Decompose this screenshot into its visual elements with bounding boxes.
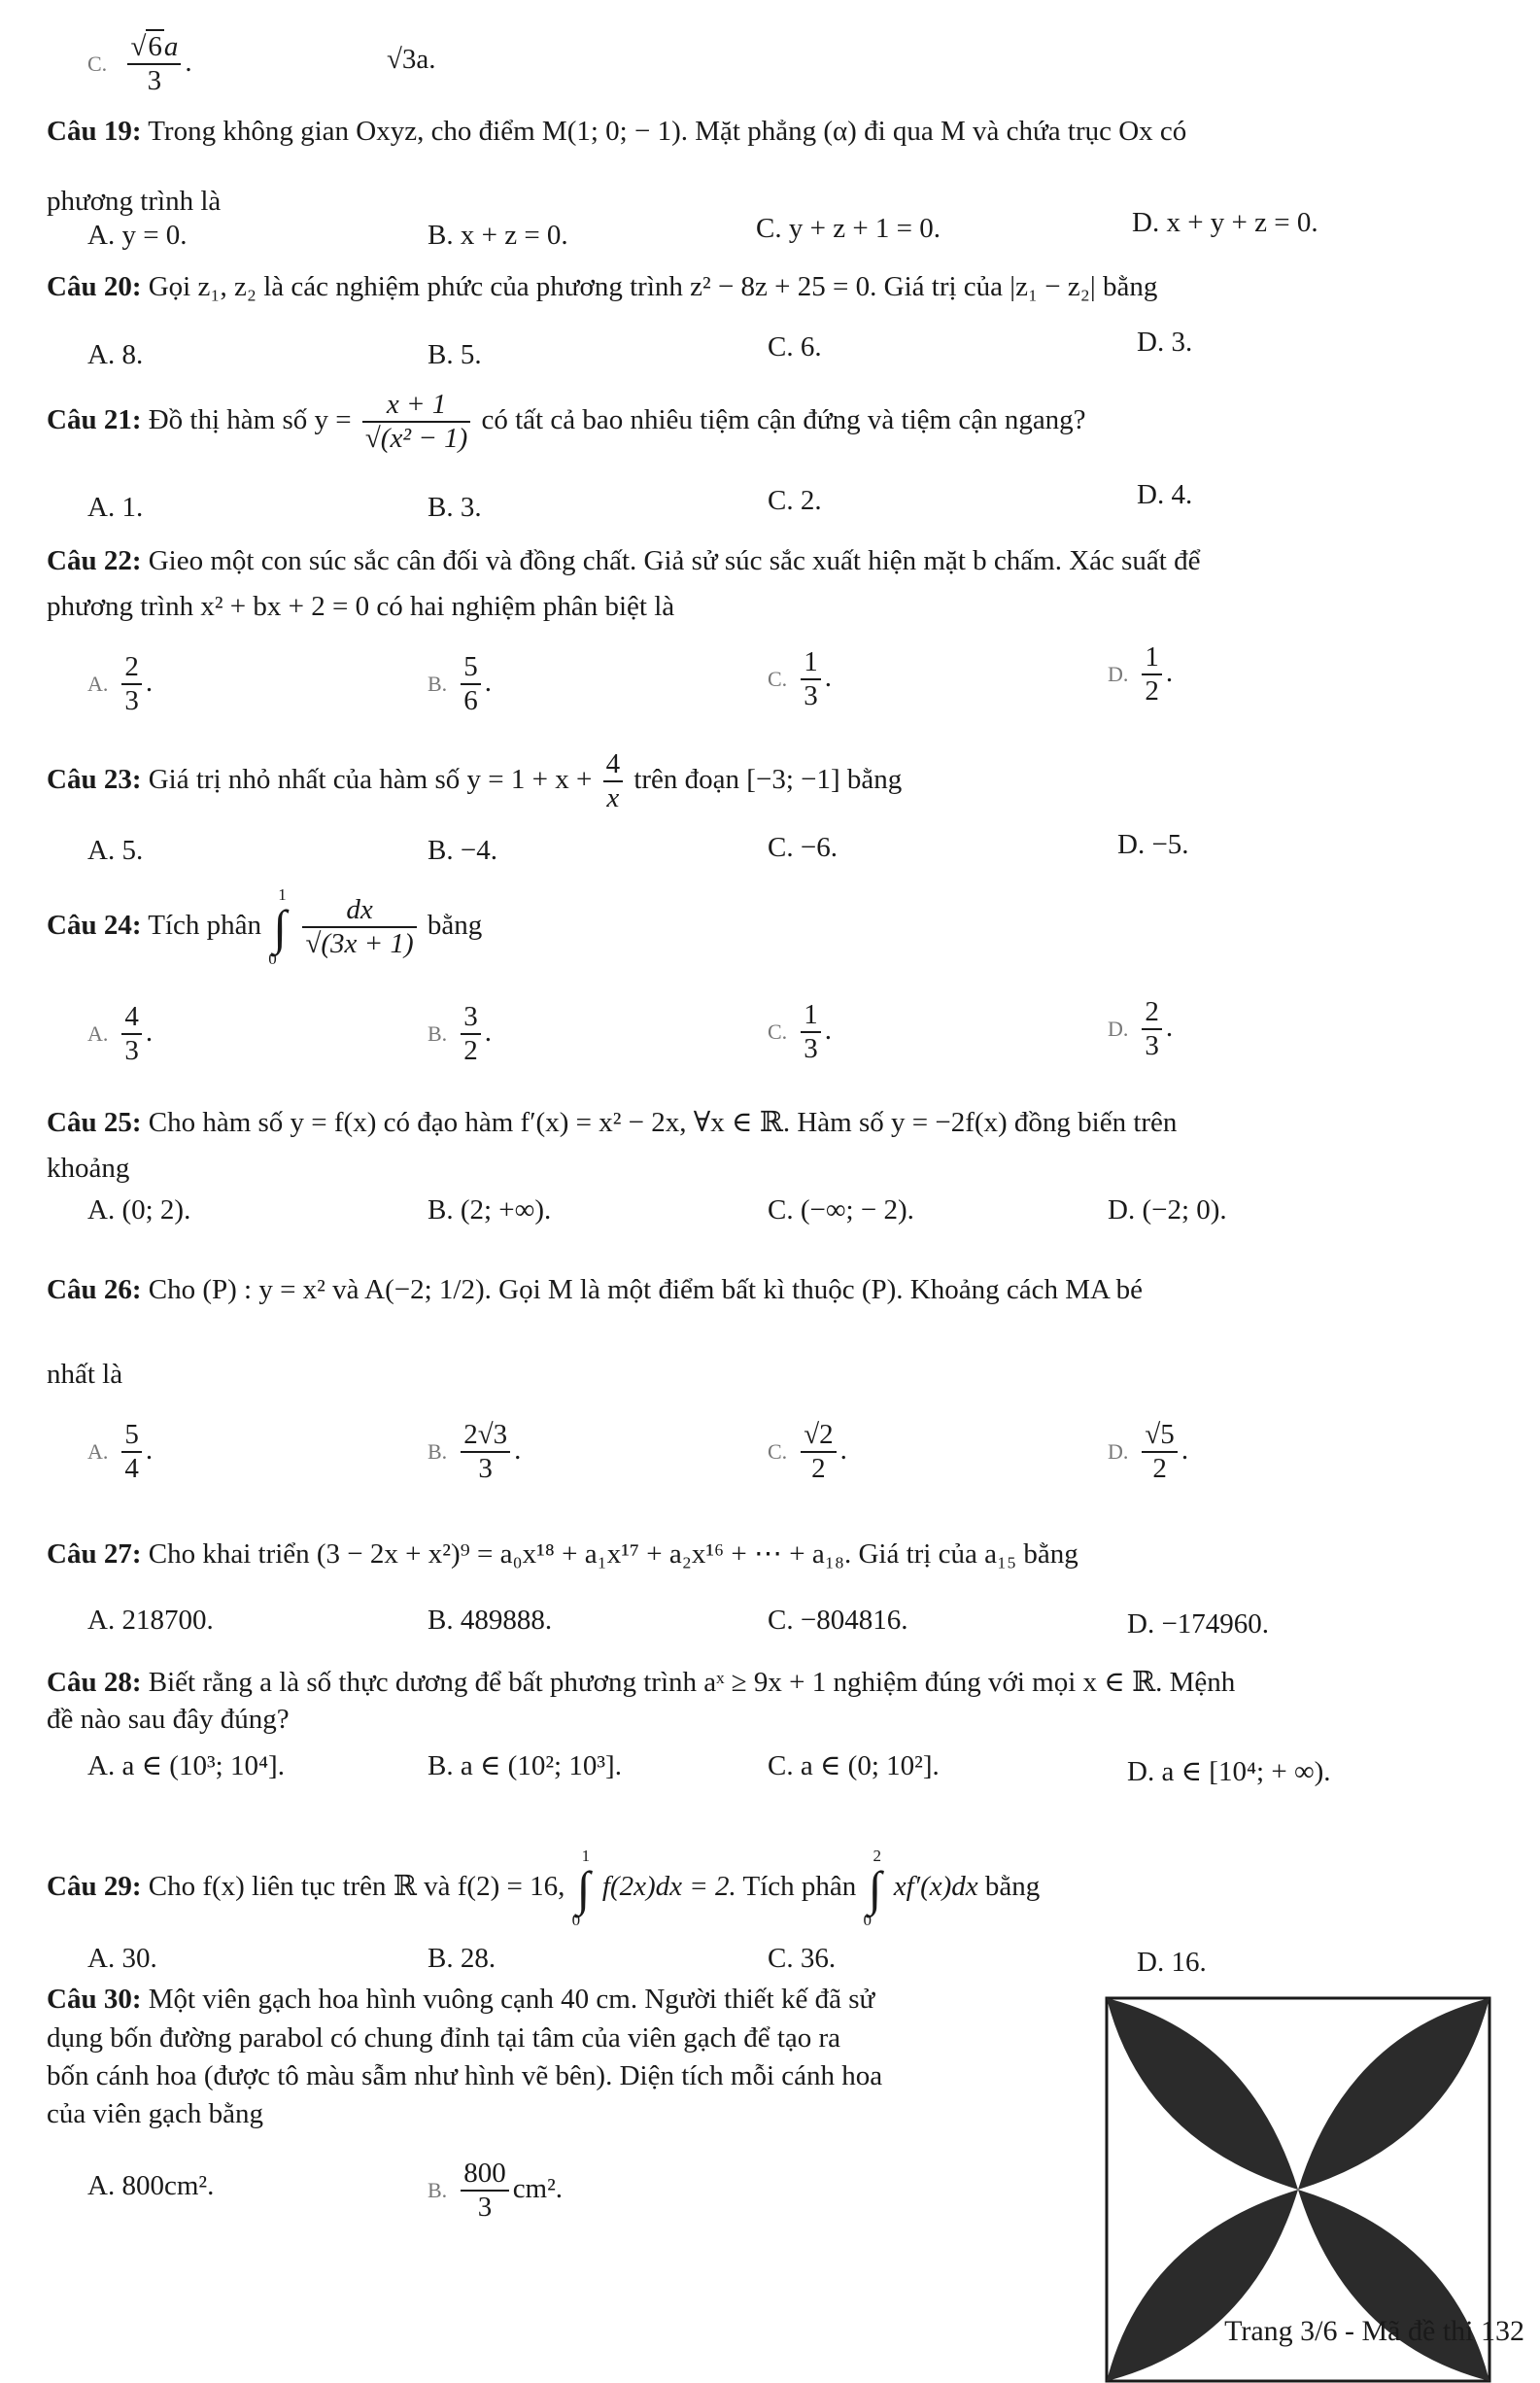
q23-num: 4: [603, 748, 624, 782]
q23-pre: Giá trị nhỏ nhất của hàm số y = 1 + x +: [148, 764, 593, 795]
q22-text1: Gieo một con súc sắc cân đối và đồng chất. Giả sử súc sắc xuất hiện mặt b chấm. Xác suất để: [148, 545, 1201, 576]
q24-line: [47, 884, 483, 969]
q24-option-a: A. $\frac{4}{3}$ .: [87, 1001, 154, 1067]
q29-int1-upper: 1: [581, 1847, 591, 1865]
q19-line1: [47, 115, 1186, 149]
q28-label: Câu 28:: [47, 1667, 142, 1698]
q21-num: x + 1: [362, 389, 470, 423]
q28-text1: Biết rằng a là số thực dương để bất phương trình aˣ ≥ 9x + 1 nghiệm đúng với mọi x ∈ ℝ. Mệnh: [148, 1667, 1236, 1698]
q30-text1: Một viên gạch hoa hình vuông cạnh 40 cm. Người thiết kế đã sử: [148, 1984, 875, 2015]
q21-fraction: [362, 389, 470, 456]
q29-text1: Cho f(x) liên tục trên ℝ và f(2) = 16,: [148, 1871, 565, 1903]
q21-option-c: C. 2.: [768, 485, 822, 516]
q20-line: [47, 270, 1157, 304]
q23-option-d: D. −5.: [1117, 829, 1189, 860]
q26-option-d: D. $\frac{√5}{2}$ .: [1108, 1419, 1189, 1485]
petal-top-left: [1107, 1998, 1298, 2190]
q25-option-b: B. (2; +∞).: [428, 1194, 552, 1226]
integral-symbol-2: 2 ∫ 0: [863, 1847, 882, 1930]
q29-option-b: B. 28.: [428, 1943, 496, 1974]
q21-option-b: B. 3.: [428, 492, 482, 523]
q27-option-a: A. 218700.: [87, 1605, 214, 1636]
q22-option-c: C. $\frac{1}{3}$ .: [768, 646, 832, 712]
q24-upper: 1: [278, 884, 287, 904]
q20-option-a: A. 8.: [87, 339, 144, 370]
q24-fraction: [302, 894, 416, 961]
petal-bottom-left: [1107, 2190, 1298, 2381]
q29-int1: f(2x)dx = 2.: [601, 1871, 736, 1903]
prev-option-c: C. $\frac{√6a}{3}$ .: [87, 31, 192, 97]
q19-line2: phương trình là: [47, 186, 222, 217]
q29-int2-upper: 2: [873, 1847, 882, 1865]
q24-lower: 0: [268, 950, 277, 969]
q29-text2: Tích phân: [742, 1871, 857, 1903]
q19-option-c: C. y + z + 1 = 0.: [756, 213, 941, 244]
q23-line: [47, 748, 902, 815]
q24-den: √(3x + 1): [305, 928, 414, 960]
q29-option-a: A. 30.: [87, 1943, 157, 1974]
q21-post: có tất cả bao nhiêu tiệm cận đứng và tiệm cận ngang?: [481, 404, 1086, 435]
q24-num: dx: [302, 894, 416, 928]
q23-post: trên đoạn [−3; −1] bằng: [633, 764, 903, 795]
q25-option-a: A. (0; 2).: [87, 1194, 191, 1226]
q22-line1: [47, 544, 1200, 578]
q29-text3: bằng: [984, 1871, 1041, 1903]
q29-option-c: C. 36.: [768, 1943, 837, 1974]
q23-fraction: [603, 748, 624, 815]
q30-line2: dụng bốn đường parabol có chung đỉnh tại tâm của viên gạch để tạo ra: [47, 2022, 841, 2054]
q20-option-b: B. 5.: [428, 339, 482, 370]
q26-text1: Cho (P) : y = x² và A(−2; 1/2). Gọi M là một điểm bất kì thuộc (P). Khoảng cách MA bé: [148, 1274, 1143, 1305]
q26-option-b: B. $\frac{2√3}{3}$ .: [428, 1419, 522, 1485]
q24-option-b: B. $\frac{3}{2}$ .: [428, 1001, 492, 1067]
q20-text: Gọi z₁, z₂ là các nghiệm phức của phương trình z² − 8z + 25 = 0. Giá trị của |z₁ − z₂| bằng: [148, 271, 1158, 302]
q26-option-c: C. $\frac{√2}{2}$ .: [768, 1419, 847, 1485]
q27-option-c: C. −804816.: [768, 1605, 908, 1636]
integral-symbol: 1 ∫ 0: [268, 884, 288, 969]
q24-option-c: C. $\frac{1}{3}$ .: [768, 999, 832, 1065]
page-footer: Trang 3/6 - Mã đề thi 132: [1224, 2315, 1524, 2347]
q28-option-b: B. a ∈ (10²; 10³].: [428, 1750, 622, 1781]
q28-option-d: D. a ∈ [10⁴; + ∞).: [1127, 1756, 1331, 1787]
q25-text1: Cho hàm số y = f(x) có đạo hàm f′(x) = x² − 2x, ∀x ∈ ℝ. Hàm số y = −2f(x) đồng biến trên: [148, 1107, 1178, 1138]
q22-label: Câu 22:: [47, 545, 142, 576]
q24-post: bằng: [427, 910, 483, 941]
prev-option-d: √3a.: [387, 44, 436, 75]
q19-text1: Trong không gian Oxyz, cho điểm M(1; 0; − 1). Mặt phẳng (α) đi qua M và chứa trục Ox có: [148, 116, 1187, 147]
q26-label: Câu 26:: [47, 1274, 142, 1305]
q29-label: Câu 29:: [47, 1871, 142, 1903]
q21-option-d: D. 4.: [1137, 479, 1193, 510]
q30-label: Câu 30:: [47, 1984, 142, 2015]
q21-label: Câu 21:: [47, 404, 142, 435]
q22-option-b: B. $\frac{5}{6}$ .: [428, 651, 492, 717]
q23-option-b: B. −4.: [428, 835, 497, 866]
q30-line1: [47, 1983, 874, 2017]
q24-label: Câu 24:: [47, 910, 142, 941]
q21-option-a: A. 1.: [87, 492, 144, 523]
q25-label: Câu 25:: [47, 1107, 142, 1138]
q21-pre: Đồ thị hàm số y =: [148, 404, 352, 435]
q20-label: Câu 20:: [47, 271, 142, 302]
q23-option-a: A. 5.: [87, 835, 144, 866]
q21-line: [47, 389, 1086, 456]
integral-symbol-1: 1 ∫ 0: [571, 1847, 591, 1930]
q26-line2: nhất là: [47, 1359, 123, 1390]
q30-line3: bốn cánh hoa (được tô màu sẫm như hình vẽ bên). Diện tích mỗi cánh hoa: [47, 2060, 883, 2091]
q22-option-d: D. $\frac{1}{2}$ .: [1108, 641, 1174, 708]
q27-option-b: B. 489888.: [428, 1605, 553, 1636]
q25-option-d: D. (−2; 0).: [1108, 1194, 1227, 1226]
q23-option-c: C. −6.: [768, 832, 838, 863]
q29-option-d: D. 16.: [1137, 1947, 1207, 1978]
q25-line2: khoảng: [47, 1153, 130, 1184]
q29-int2: xf′(x)dx: [893, 1871, 978, 1903]
petal-bottom-right: [1298, 2190, 1489, 2381]
q20-option-d: D. 3.: [1137, 327, 1193, 358]
q27-text: Cho khai triển (3 − 2x + x²)⁹ = a₀x¹⁸ + a₁x¹⁷ + a₂x¹⁶ + ⋯ + a₁₈. Giá trị của a₁₅ bằng: [148, 1538, 1078, 1570]
q20-option-c: C. 6.: [768, 331, 822, 363]
q19-option-d: D. x + y + z = 0.: [1132, 207, 1318, 238]
q28-option-a: A. a ∈ (10³; 10⁴].: [87, 1750, 285, 1781]
q27-line: [47, 1537, 1078, 1571]
q26-option-a: A. $\frac{5}{4}$ .: [87, 1419, 154, 1485]
q25-line1: [47, 1106, 1177, 1140]
q29-line: [47, 1847, 1041, 1930]
q22-line2: phương trình x² + bx + 2 = 0 có hai nghiệm phân biệt là: [47, 591, 675, 622]
q29-int2-lower: 0: [863, 1911, 873, 1930]
q30-line4: của viên gạch bằng: [47, 2098, 264, 2129]
q26-line1: [47, 1273, 1143, 1307]
q23-den: x: [606, 782, 620, 814]
q28-line1: [47, 1666, 1235, 1700]
q29-int1-lower: 0: [571, 1911, 581, 1930]
q24-pre: Tích phân: [148, 910, 261, 941]
q22-option-a: A. $\frac{2}{3}$ .: [87, 651, 154, 717]
petal-top-right: [1298, 1998, 1489, 2190]
q28-line2: đề nào sau đây đúng?: [47, 1704, 290, 1735]
q30-option-a: A. 800cm².: [87, 2170, 215, 2201]
q23-label: Câu 23:: [47, 764, 142, 795]
q19-option-a: A. y = 0.: [87, 220, 188, 251]
q25-option-c: C. (−∞; − 2).: [768, 1194, 914, 1226]
q28-option-c: C. a ∈ (0; 10²].: [768, 1750, 940, 1781]
q21-den: √(x² − 1): [364, 423, 468, 455]
q27-label: Câu 27:: [47, 1538, 142, 1570]
q27-option-d: D. −174960.: [1127, 1608, 1270, 1640]
q19-option-b: B. x + z = 0.: [428, 220, 568, 251]
q19-label: Câu 19:: [47, 116, 142, 147]
q24-option-d: D. $\frac{2}{3}$ .: [1108, 996, 1174, 1062]
q30-option-b: B. $\frac{800}{3}$ cm².: [428, 2158, 564, 2224]
